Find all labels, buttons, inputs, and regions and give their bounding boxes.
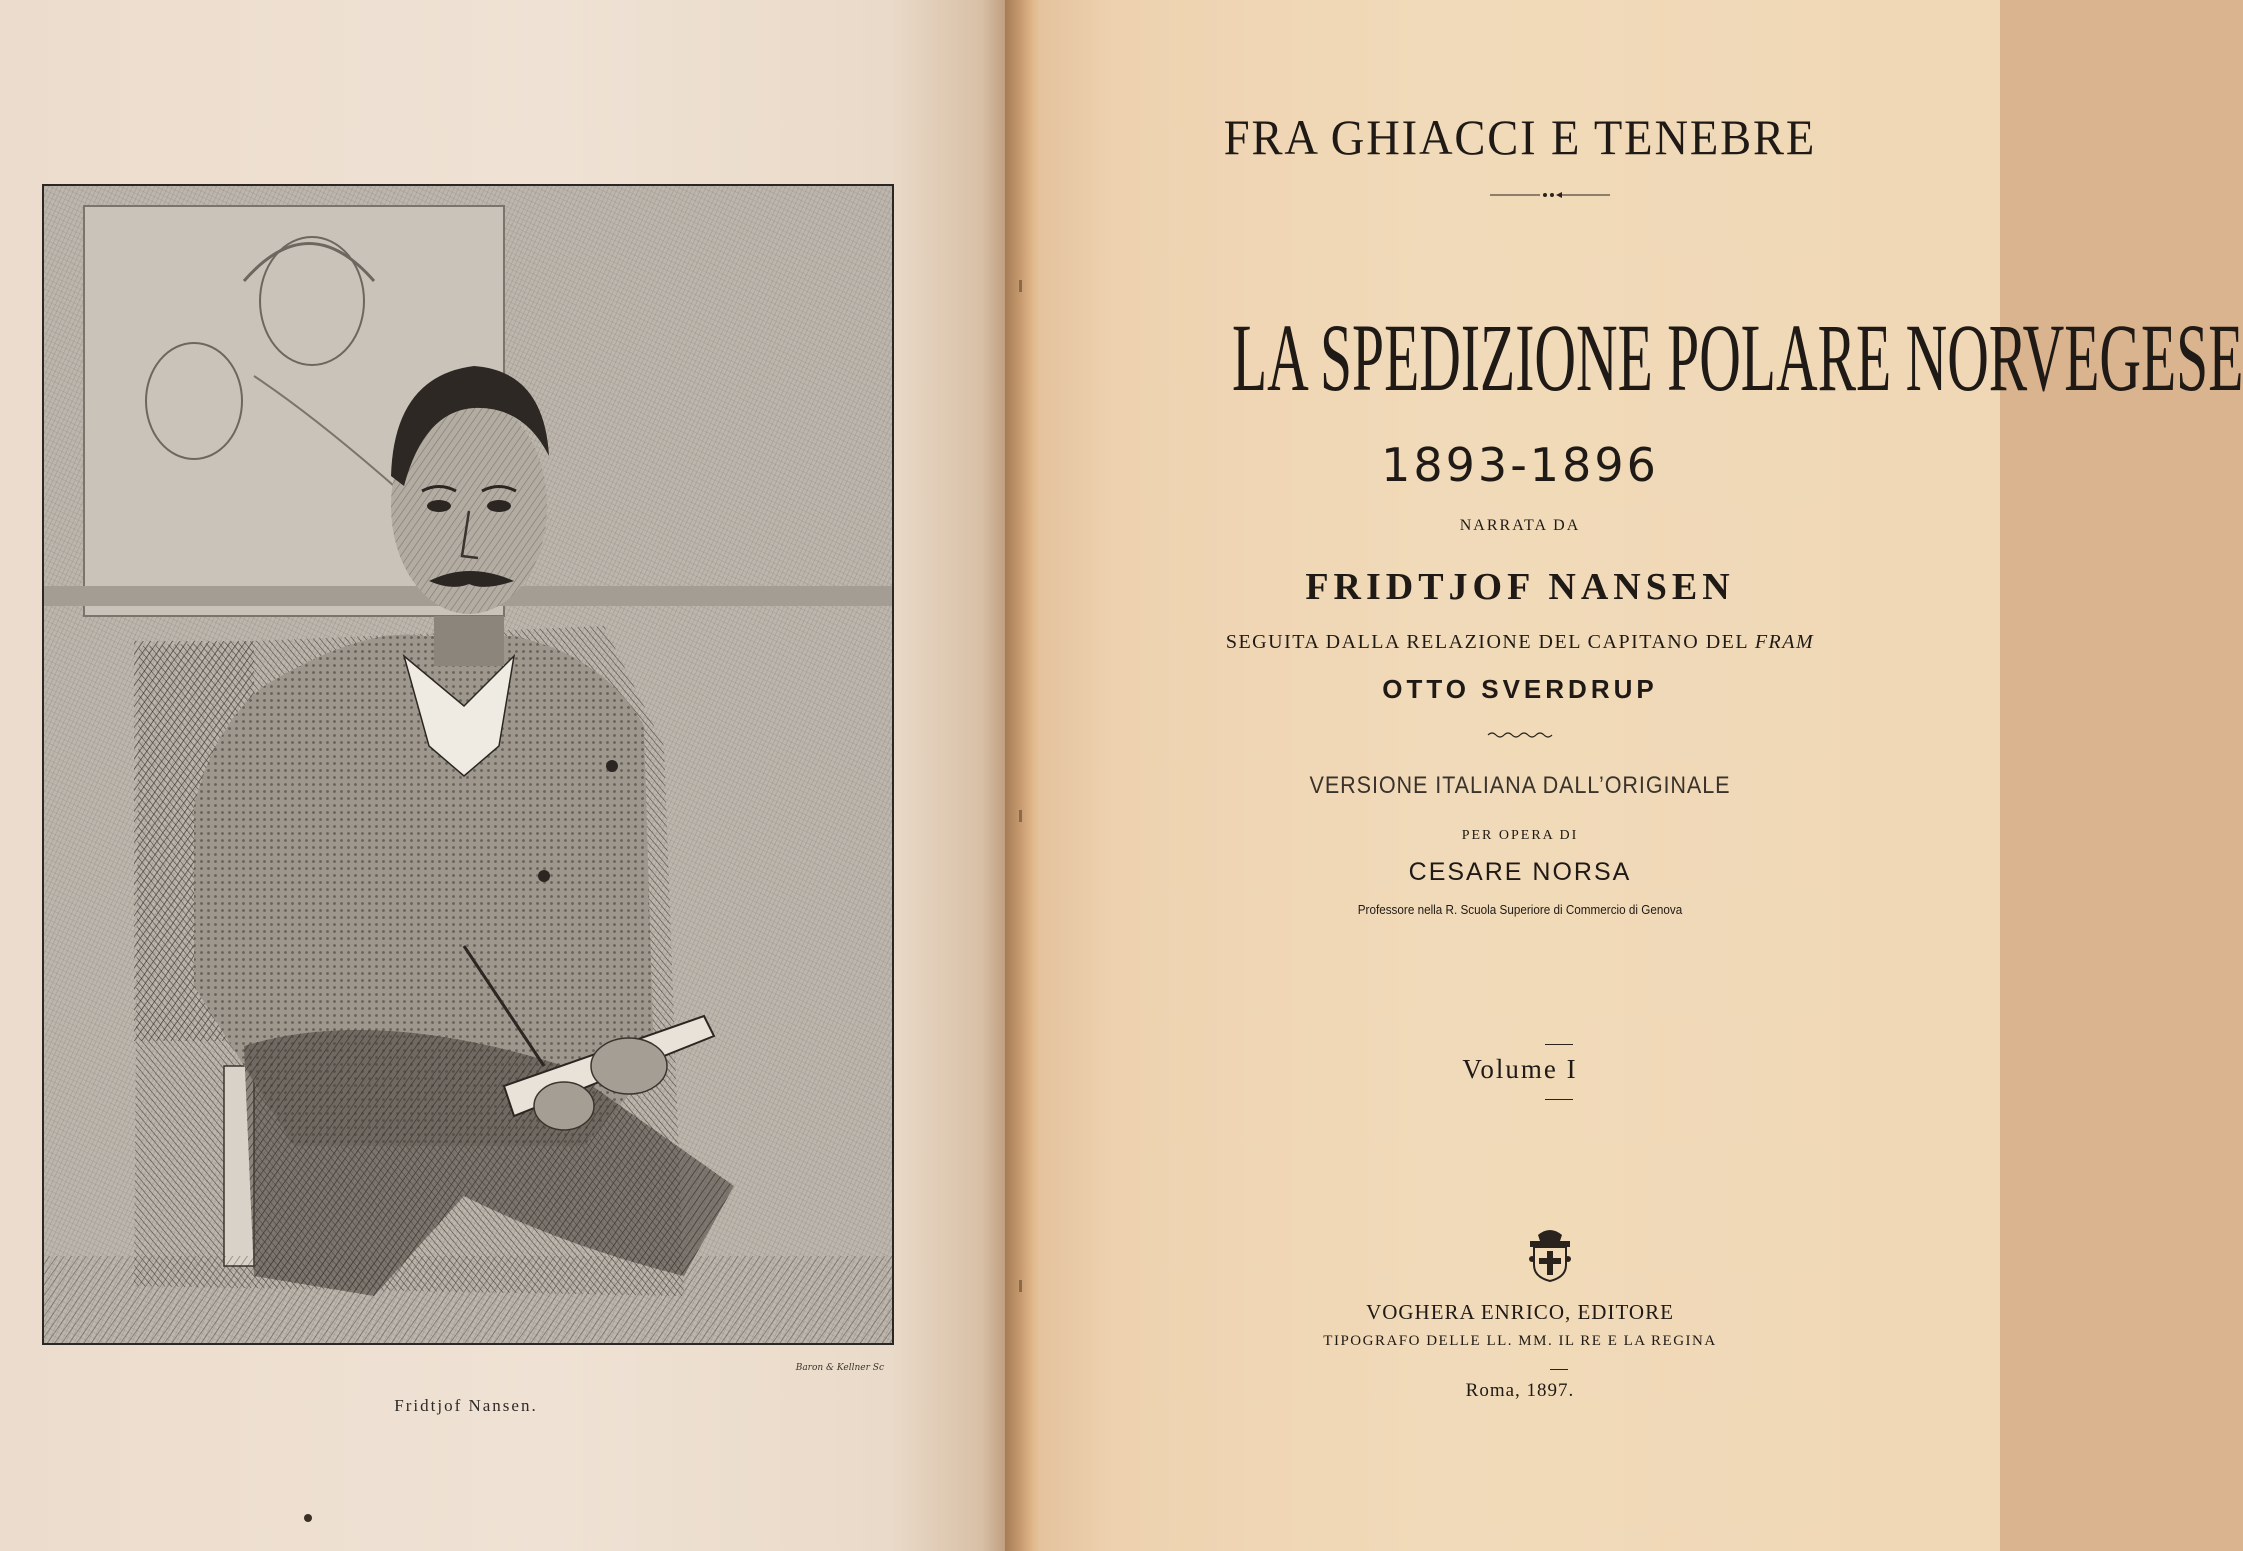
main-title: LA SPEDIZIONE POLARE NORVEGESE xyxy=(1232,304,2243,411)
translator-affiliation: Professore nella R. Scuola Superiore di Commercio di Genova xyxy=(1357,902,1683,917)
binding-stitch xyxy=(1019,810,1022,822)
followed-by-text: SEGUITA DALLA RELAZIONE DEL CAPITANO DEL xyxy=(1225,631,1749,653)
wavy-ornament-icon xyxy=(1488,731,1552,739)
imprint-rule xyxy=(1550,1369,1568,1370)
version-line: VERSIONE ITALIANA DALL’ORIGINALE xyxy=(1309,772,1731,799)
narrated-by-label: NARRATA DA xyxy=(1459,517,1581,534)
portrait-illustration xyxy=(44,186,892,1343)
captain-name: OTTO SVERDRUP xyxy=(1382,674,1658,704)
followed-by-line xyxy=(1040,631,2000,654)
binding-stitch xyxy=(1019,1280,1022,1292)
portrait-engraving xyxy=(42,184,894,1373)
book-gutter xyxy=(1005,0,1045,1551)
binding-stitch xyxy=(1019,280,1022,292)
translator-name: CESARE NORSA xyxy=(1408,858,1632,886)
paper-speck xyxy=(304,1514,312,1522)
frontispiece-page xyxy=(0,0,1012,1551)
ship-name: FRAM xyxy=(1754,631,1815,653)
translator-prefix: PER OPERA DI xyxy=(1461,828,1579,843)
ornament-rule-icon xyxy=(1490,190,1610,200)
plate-caption: Fridtjof Nansen. xyxy=(394,1396,538,1415)
volume-rule-bottom xyxy=(1545,1099,1573,1100)
series-title: FRA GHIACCI E TENEBRE xyxy=(1223,109,1817,165)
expedition-years: 1893-1896 xyxy=(1381,438,1659,492)
author-name: FRIDTJOF NANSEN xyxy=(1305,566,1735,608)
volume-label: Volume I xyxy=(1462,1054,1578,1084)
title-page xyxy=(1040,0,2243,1551)
printer-line: TIPOGRAFO DELLE LL. MM. IL RE E LA REGINA xyxy=(1323,1333,1717,1349)
coat-of-arms-icon xyxy=(1528,1225,1572,1283)
volume-rule-top xyxy=(1545,1044,1573,1045)
publisher-name: VOGHERA ENRICO, EDITORE xyxy=(1366,1300,1674,1324)
place-and-date: Roma, 1897. xyxy=(1465,1380,1575,1401)
engraver-signature: Baron & Kellner Sc xyxy=(795,1363,884,1373)
